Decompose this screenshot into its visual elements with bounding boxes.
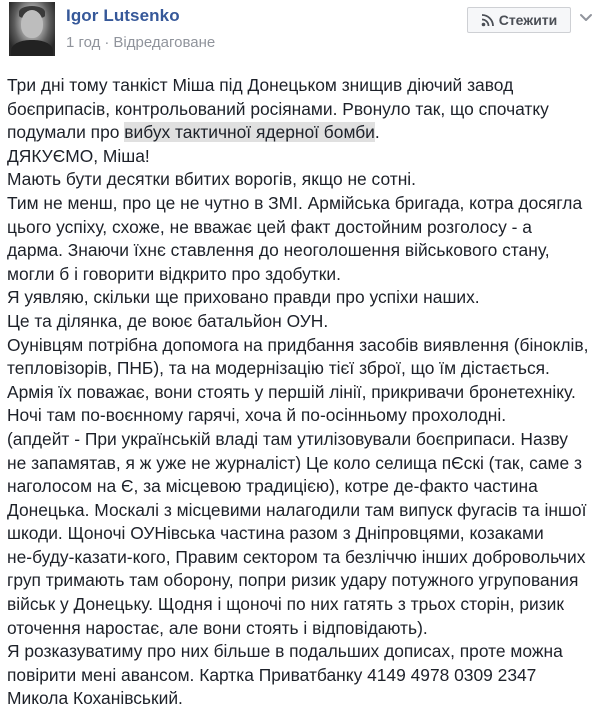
post-text-line: оточення наростає, але вони стоять і відповідають).: [7, 617, 428, 638]
post-timestamp[interactable]: 1 год: [66, 34, 101, 51]
post-text-line: могли б і говорити відкрито про здобутки.: [7, 263, 341, 284]
follow-button-label: Стежити: [498, 12, 558, 28]
highlighted-text: вибух тактичної ядерної бомби: [124, 122, 375, 143]
post-text-line: шкоди. Щоночі ОУНівська частина разом з Дніпровцями, козаками: [7, 523, 544, 544]
post-text-line: груп тримають там оборону, попри ризик удару потужного угрупования: [7, 570, 579, 591]
post-text-line: Микола Коханівський.: [7, 688, 183, 709]
post-text-line: Донецька. Москалі з місцевими налагодили там випуск фугасів та іншої: [7, 499, 587, 520]
post-text-line: Мають бути десятки вбитих ворогів, якщо не сотні.: [7, 169, 416, 190]
post-text-line: (апдейт - При українській владі там утилізовували боєприпаси. Назву: [7, 428, 568, 449]
post-header: [0, 0, 600, 62]
post-text-line: Ночі там по-воєнному гарячі, хоча й по-осінньому прохолодні.: [7, 405, 507, 426]
post-text-line: повірити мені авансом. Картка Приватбанку 4149 4978 0309 2347: [7, 664, 537, 685]
post-text-line: цього успіху, схоже, не вважає цей факт достойним розголосу - а: [7, 216, 532, 237]
post-text-line: Оунівцям потрібна допомога на придбання засобів виявлення (біноклів,: [7, 334, 589, 355]
post-text-line: тепловізорів, ПНБ), та на модернізацію тієї зброї, що їм дістається.: [7, 358, 550, 379]
edited-label[interactable]: Відредаговане: [113, 34, 216, 51]
author-name-link[interactable]: Igor Lutsenko: [66, 6, 180, 25]
post-text-segment: подумали про: [7, 122, 125, 143]
post-text-line: Тим не менш, про це не чутно в ЗМІ. Армійська бригада, котра досягла: [7, 192, 583, 213]
avatar-shoulders: [11, 40, 53, 56]
author-avatar[interactable]: [9, 2, 55, 56]
follow-button[interactable]: [467, 7, 571, 33]
post-text-line: [7, 121, 597, 145]
meta-separator: ·: [104, 34, 110, 51]
chevron-down-icon[interactable]: [578, 9, 594, 25]
post-meta: [66, 34, 215, 51]
post-text-line: боєприпасів, контрольований росіянами. Рвонуло так, що спочатку: [7, 98, 549, 119]
post-text-line: дарма. Знаючи їхнє ставлення до неоголошення військового стану,: [7, 240, 550, 261]
post-text-line: Це та ділянка, де воює батальйон ОУН.: [7, 310, 329, 331]
post-text-line: не-буду-казати-кого, Правим сектором та безліччю інших добровольчих: [7, 546, 586, 567]
post-text-line: Армія їх поважає, вони стоять у першій лінії, прикривачи бронетехніку.: [7, 381, 576, 402]
post-body-text: [7, 74, 597, 711]
post-text-line: не запамятав, я ж уже не журналіст) Це коло селища пЄскі (так, саме з: [7, 452, 582, 473]
post-text-line: наголосом на Є, за місцевою традицією), котре де-факто частина: [7, 476, 538, 497]
post-text-line: ДЯКУЄМО, Міша!: [7, 145, 150, 166]
post-text-line: Три дні тому танкіст Міша під Донецьком знищив діючий завод: [7, 75, 514, 95]
rss-icon: [481, 13, 495, 27]
post-text-line: Я розказуватиму про них більше в подальших дописах, проте можна: [7, 641, 563, 662]
post-text-line: Я уявляю, скільки ще приховано правди про успіхи наших.: [7, 287, 480, 308]
post-text-segment: .: [374, 122, 380, 143]
avatar-face: [21, 10, 43, 38]
post-text-line: військ у Донецьку. Щодня і щоночі по них гатять з трьох сторін, ризик: [7, 594, 565, 615]
